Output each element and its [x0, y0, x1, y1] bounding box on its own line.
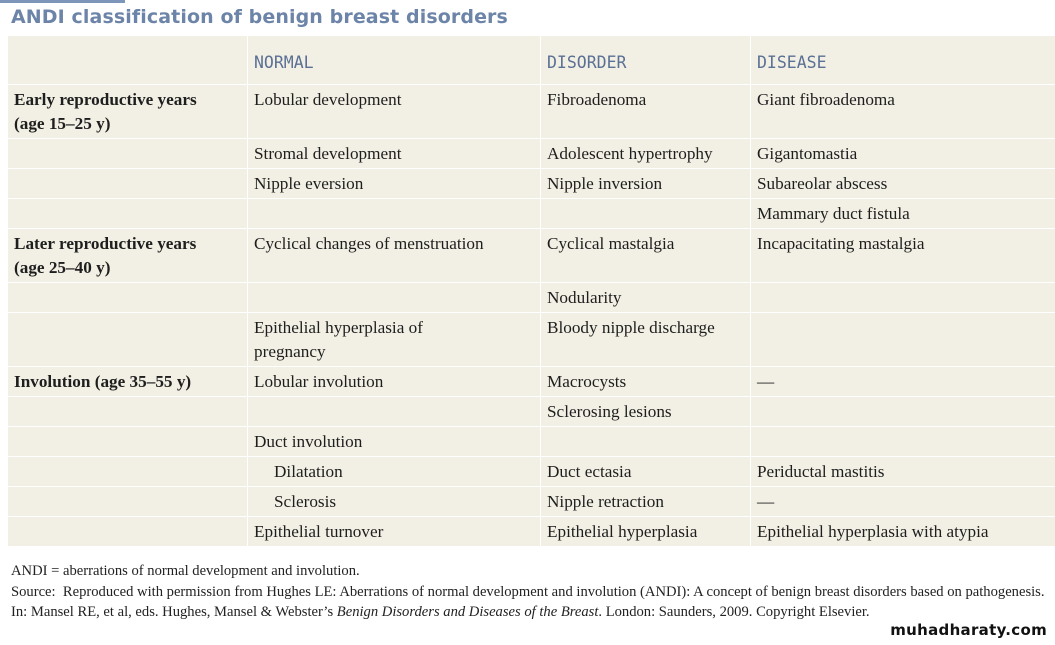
table-row — [8, 313, 1055, 367]
title-accent-rule — [0, 0, 125, 3]
table-row — [8, 139, 1055, 169]
disease-cell — [751, 427, 1055, 457]
age-cell — [8, 283, 248, 313]
normal-cell — [248, 283, 541, 313]
normal-cell: Cyclical changes of menstruation — [248, 229, 541, 283]
source-note: Source: Reproduced with permission from Hughes LE: Aberrations of normal development and involution (ANDI): A concept of benign breast disorders based on pathogenesis. In: Mansel RE, et al, eds. Hughes, Mansel & Webster’s Benign Disorders and Diseases of the Breast. London: Saunders, 2009. Copyright Elsevier. — [11, 583, 1045, 620]
disorder-cell: Bloody nipple discharge — [541, 313, 751, 367]
table-row — [8, 229, 1055, 283]
age-cell: Involution (age 35–55 y) — [8, 367, 248, 397]
disorder-cell — [541, 427, 751, 457]
abbreviation-note: ANDI = aberrations of normal development and involution. — [11, 563, 360, 579]
normal-cell — [248, 397, 541, 427]
disease-cell — [751, 313, 1055, 367]
disease-cell: Epithelial hyperplasia with atypia — [751, 517, 1055, 547]
header-disorder: DISORDER — [541, 36, 751, 85]
age-cell: Early reproductive years (age 15–25 y) — [8, 85, 248, 139]
normal-cell: Lobular development — [248, 85, 541, 139]
disorder-cell: Epithelial hyperplasia — [541, 517, 751, 547]
age-cell — [8, 139, 248, 169]
age-cell — [8, 199, 248, 229]
age-cell — [8, 313, 248, 367]
normal-cell: Sclerosis — [248, 487, 541, 517]
disorder-cell — [541, 199, 751, 229]
disease-cell: Giant fibroadenoma — [751, 85, 1055, 139]
age-cell — [8, 487, 248, 517]
age-cell — [8, 397, 248, 427]
normal-cell: Nipple eversion — [248, 169, 541, 199]
disease-cell — [751, 397, 1055, 427]
normal-cell: Epithelial hyperplasia of pregnancy — [248, 313, 541, 367]
disorder-cell: Fibroadenoma — [541, 85, 751, 139]
disorder-cell: Macrocysts — [541, 367, 751, 397]
table-row — [8, 427, 1055, 457]
disease-cell: Gigantomastia — [751, 139, 1055, 169]
normal-cell: Stromal development — [248, 139, 541, 169]
table-row — [8, 85, 1055, 139]
disease-cell: Subareolar abscess — [751, 169, 1055, 199]
disorder-cell: Nipple inversion — [541, 169, 751, 199]
site-watermark: muhadharaty.com — [890, 621, 1047, 639]
normal-cell: Dilatation — [248, 457, 541, 487]
age-cell — [8, 427, 248, 457]
table-row — [8, 367, 1055, 397]
table-title: ANDI classification of benign breast disorders — [11, 6, 508, 28]
table-row — [8, 517, 1055, 547]
table-row — [8, 397, 1055, 427]
table-row — [8, 457, 1055, 487]
disorder-cell: Sclerosing lesions — [541, 397, 751, 427]
table-row — [8, 199, 1055, 229]
normal-cell: Lobular involution — [248, 367, 541, 397]
header-normal: NORMAL — [248, 36, 541, 85]
age-cell: Later reproductive years (age 25–40 y) — [8, 229, 248, 283]
table-row — [8, 487, 1055, 517]
disease-cell: Mammary duct fistula — [751, 199, 1055, 229]
normal-cell: Duct involution — [248, 427, 541, 457]
header-row — [8, 36, 1055, 85]
disorder-cell: Cyclical mastalgia — [541, 229, 751, 283]
header-disease: DISEASE — [751, 36, 1055, 85]
disease-cell: Incapacitating mastalgia — [751, 229, 1055, 283]
disease-cell: Periductal mastitis — [751, 457, 1055, 487]
normal-cell: Epithelial turnover — [248, 517, 541, 547]
normal-cell — [248, 199, 541, 229]
disorder-cell: Nodularity — [541, 283, 751, 313]
age-cell — [8, 169, 248, 199]
disease-cell — [751, 283, 1055, 313]
book-title: Benign Disorders and Diseases of the Breast — [336, 604, 599, 620]
classification-table-container — [7, 35, 1055, 547]
table-row — [8, 169, 1055, 199]
disorder-cell: Adolescent hypertrophy — [541, 139, 751, 169]
disease-cell: — — [751, 487, 1055, 517]
age-cell — [8, 457, 248, 487]
disorder-cell: Duct ectasia — [541, 457, 751, 487]
disorder-cell: Nipple retraction — [541, 487, 751, 517]
table-footnote — [11, 561, 1051, 623]
table-row — [8, 283, 1055, 313]
age-cell — [8, 517, 248, 547]
header-age — [8, 36, 248, 85]
classification-table — [7, 35, 1055, 547]
disease-cell: — — [751, 367, 1055, 397]
